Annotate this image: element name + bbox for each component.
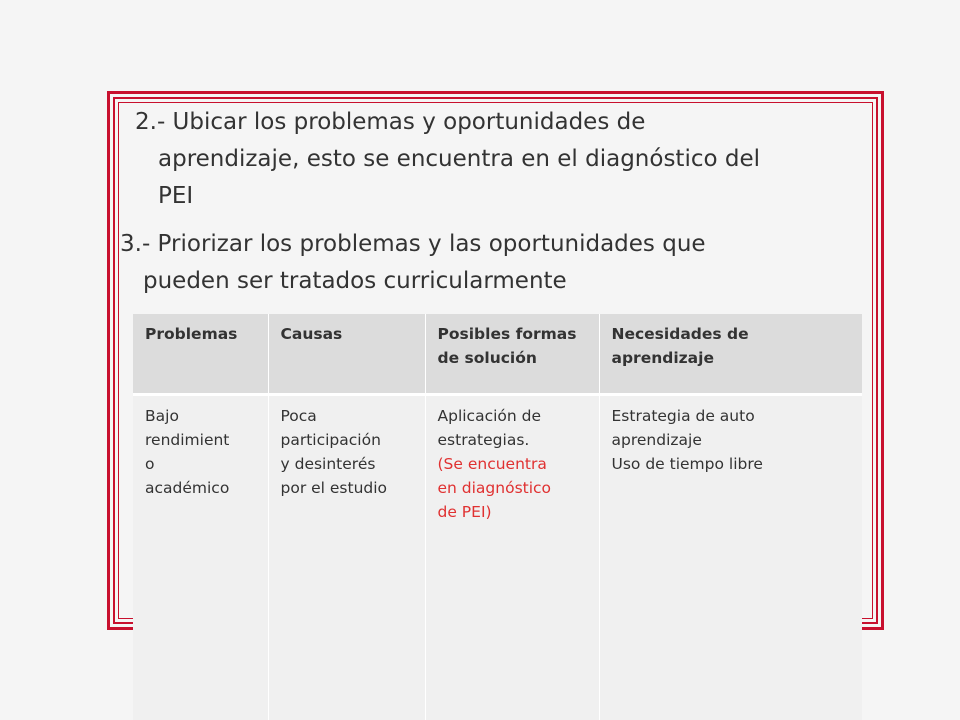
highlight-last-line [438,500,591,524]
cell-causa [268,394,425,720]
header-causas [268,314,425,394]
slide-text [0,0,960,320]
closing-paren: ) [485,502,492,521]
header-line: Causas [280,325,343,343]
cell-line: Estrategia de auto [611,406,755,425]
cell-problema [133,394,268,720]
step-2-text [135,104,760,215]
priority-table [133,314,862,720]
step-2-line-3: PEI [158,183,194,209]
cell-line: Uso de tiempo libre [611,454,763,473]
cell-line: Bajo [145,406,179,425]
header-problemas [133,314,268,394]
cell-line: académico [145,478,230,497]
cell-line: por el estudio [280,478,388,497]
header-line: Problemas [145,325,238,343]
header-line: aprendizaje [611,349,714,367]
highlight-text: de PEI [437,502,486,521]
cell-line: estrategias. [437,430,530,449]
header-line: de solución [437,349,537,367]
highlight-line: en diagnóstico [437,478,552,497]
table-row [133,394,862,720]
table-header-row [133,314,862,394]
cell-necesidad [599,394,862,720]
cell-line: aprendizaje [611,430,702,449]
step-3-line-2: pueden ser tratados curricularmente [143,268,567,294]
highlight-line: (Se encuentra [437,454,547,473]
step-2-line-2: aprendizaje, esto se encuentra en el diagnóstico del [158,146,761,172]
header-line: Posibles formas [437,325,577,343]
step-3-text [120,226,706,300]
header-line: Necesidades de [611,325,749,343]
header-posibles-formas [425,314,599,394]
header-necesidades [599,314,862,394]
step-3-line-1: 3.- Priorizar los problemas y las oportunidades que [120,231,706,257]
cell-line: rendimient [145,430,230,449]
cell-line: Aplicación de [437,406,542,425]
cell-line: o [145,454,155,473]
cell-line: y desinterés [280,454,376,473]
cell-line: participación [280,430,381,449]
step-2-line-1: 2.- Ubicar los problemas y oportunidades de [135,109,646,135]
cell-line: Poca [280,406,317,425]
cell-solucion [425,394,599,720]
